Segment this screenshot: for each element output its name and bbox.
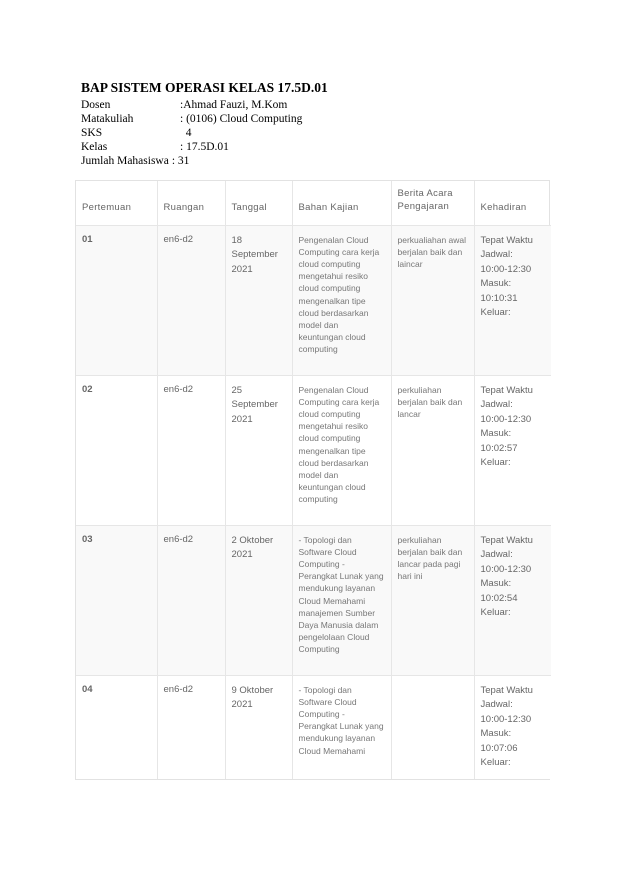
info-value: : (0106) Cloud Computing (180, 113, 303, 125)
cell-tanggal: 18 September 2021 (225, 225, 292, 375)
info-value: : 31 (171, 155, 190, 167)
cell-tanggal: 25 September 2021 (225, 375, 292, 525)
check-in-label: Masuk: (480, 578, 512, 589)
check-out-label: Keluar: (480, 457, 511, 468)
info-label: Jumlah Mahasiswa (81, 155, 169, 167)
check-out-label: Keluar: (480, 607, 511, 618)
cell-ruangan: en6-d2 (157, 225, 225, 375)
cell-kehadiran (474, 375, 551, 525)
cell-bahan-kajian: Pengenalan Cloud Computing cara kerja cloud computing mengetahui resiko cloud computing mengenalkan tipe cloud berdasarkan model dan keuntungan cloud computing (292, 225, 391, 375)
check-in-time: 10:10:31 (480, 292, 518, 304)
cell-pertemuan: 04 (76, 675, 157, 779)
cell-ruangan: en6-d2 (157, 375, 225, 525)
info-row-kelas (81, 140, 541, 154)
check-in-label: Masuk: (480, 728, 512, 739)
attendance-status: Tepat Waktu (480, 534, 533, 546)
schedule-time: 10:00-12:30 (480, 713, 532, 725)
cell-kehadiran (474, 525, 551, 675)
header-tanggal: Tanggal (225, 181, 292, 225)
header-ruangan: Ruangan (157, 181, 225, 225)
check-in-label: Masuk: (480, 278, 512, 289)
cell-bahan-kajian: Pengenalan Cloud Computing cara kerja cloud computing mengetahui resiko cloud computing mengenalkan tipe cloud berdasarkan model dan keuntungan cloud computing (292, 375, 391, 525)
info-label: SKS (81, 127, 103, 139)
schedule-time: 10:00-12:30 (480, 563, 532, 575)
check-in-time: 10:07:06 (480, 742, 518, 754)
info-value: : 17.5D.01 (180, 141, 229, 153)
cell-berita-acara: perkuliahan berjalan baik dan lancar (391, 375, 474, 525)
schedule-label: Jadwal: (480, 549, 513, 560)
info-label: Dosen (81, 99, 111, 111)
document-header (81, 80, 541, 168)
header-kehadiran: Kehadiran (480, 201, 527, 213)
attendance-status: Tepat Waktu (480, 684, 533, 696)
cell-ruangan: en6-d2 (157, 675, 225, 779)
cell-tanggal: 9 Oktober 2021 (225, 675, 292, 779)
cell-pertemuan: 02 (76, 375, 157, 525)
table-header-row (76, 181, 551, 225)
info-label: Matakuliah (81, 113, 134, 125)
cell-berita-acara (391, 675, 474, 779)
info-value: :Ahmad Fauzi, M.Kom (180, 99, 288, 111)
schedule-label: Jadwal: (480, 249, 513, 260)
table-row (76, 525, 551, 675)
cell-kehadiran (474, 675, 551, 779)
cell-kehadiran (474, 225, 551, 375)
check-in-time: 10:02:54 (480, 592, 518, 604)
header-berita-acara: Berita Acara Pengajaran (391, 181, 474, 225)
info-row-matakuliah (81, 112, 541, 126)
check-out-label: Keluar: (480, 307, 511, 318)
info-row-sks (81, 126, 541, 140)
schedule-label: Jadwal: (480, 399, 513, 410)
info-row-dosen (81, 98, 541, 112)
schedule-time: 10:00-12:30 (480, 413, 532, 425)
document-title: BAP SISTEM OPERASI KELAS 17.5D.01 (81, 80, 328, 95)
table-row (76, 675, 551, 779)
info-label: Kelas (81, 141, 108, 153)
attendance-status: Tepat Waktu (480, 384, 533, 396)
check-in-label: Masuk: (480, 428, 512, 439)
table-row (76, 375, 551, 525)
attendance-status: Tepat Waktu (480, 234, 533, 246)
attendance-table (76, 181, 551, 779)
schedule-time: 10:00-12:30 (480, 263, 532, 275)
info-row-jumlah-mahasiswa (81, 154, 541, 168)
attendance-table-container (75, 180, 550, 780)
header-pertemuan: Pertemuan (76, 181, 157, 225)
cell-pertemuan: 01 (76, 225, 157, 375)
cell-tanggal: 2 Oktober 2021 (225, 525, 292, 675)
cell-bahan-kajian: - Topologi dan Software Cloud Computing - Perangkat Lunak yang mendukung layanan Cloud Memahami (292, 675, 391, 779)
table-row (76, 225, 551, 375)
cell-berita-acara: perkualiahan awal berjalan baik dan laincar (391, 225, 474, 375)
info-value: 4 (180, 127, 192, 139)
header-bahan-kajian: Bahan Kajian (292, 181, 391, 225)
schedule-label: Jadwal: (480, 699, 513, 710)
cell-bahan-kajian: - Topologi dan Software Cloud Computing - Perangkat Lunak yang mendukung layanan Cloud Memahami manajemen Sumber Daya Manusia dalam pengelolaan Cloud Computing (292, 525, 391, 675)
cell-ruangan: en6-d2 (157, 525, 225, 675)
cell-pertemuan: 03 (76, 525, 157, 675)
cell-berita-acara: perkuliahan berjalan baik dan lancar pada pagi hari ini (391, 525, 474, 675)
check-out-label: Keluar: (480, 757, 511, 768)
check-in-time: 10:02:57 (480, 442, 518, 454)
